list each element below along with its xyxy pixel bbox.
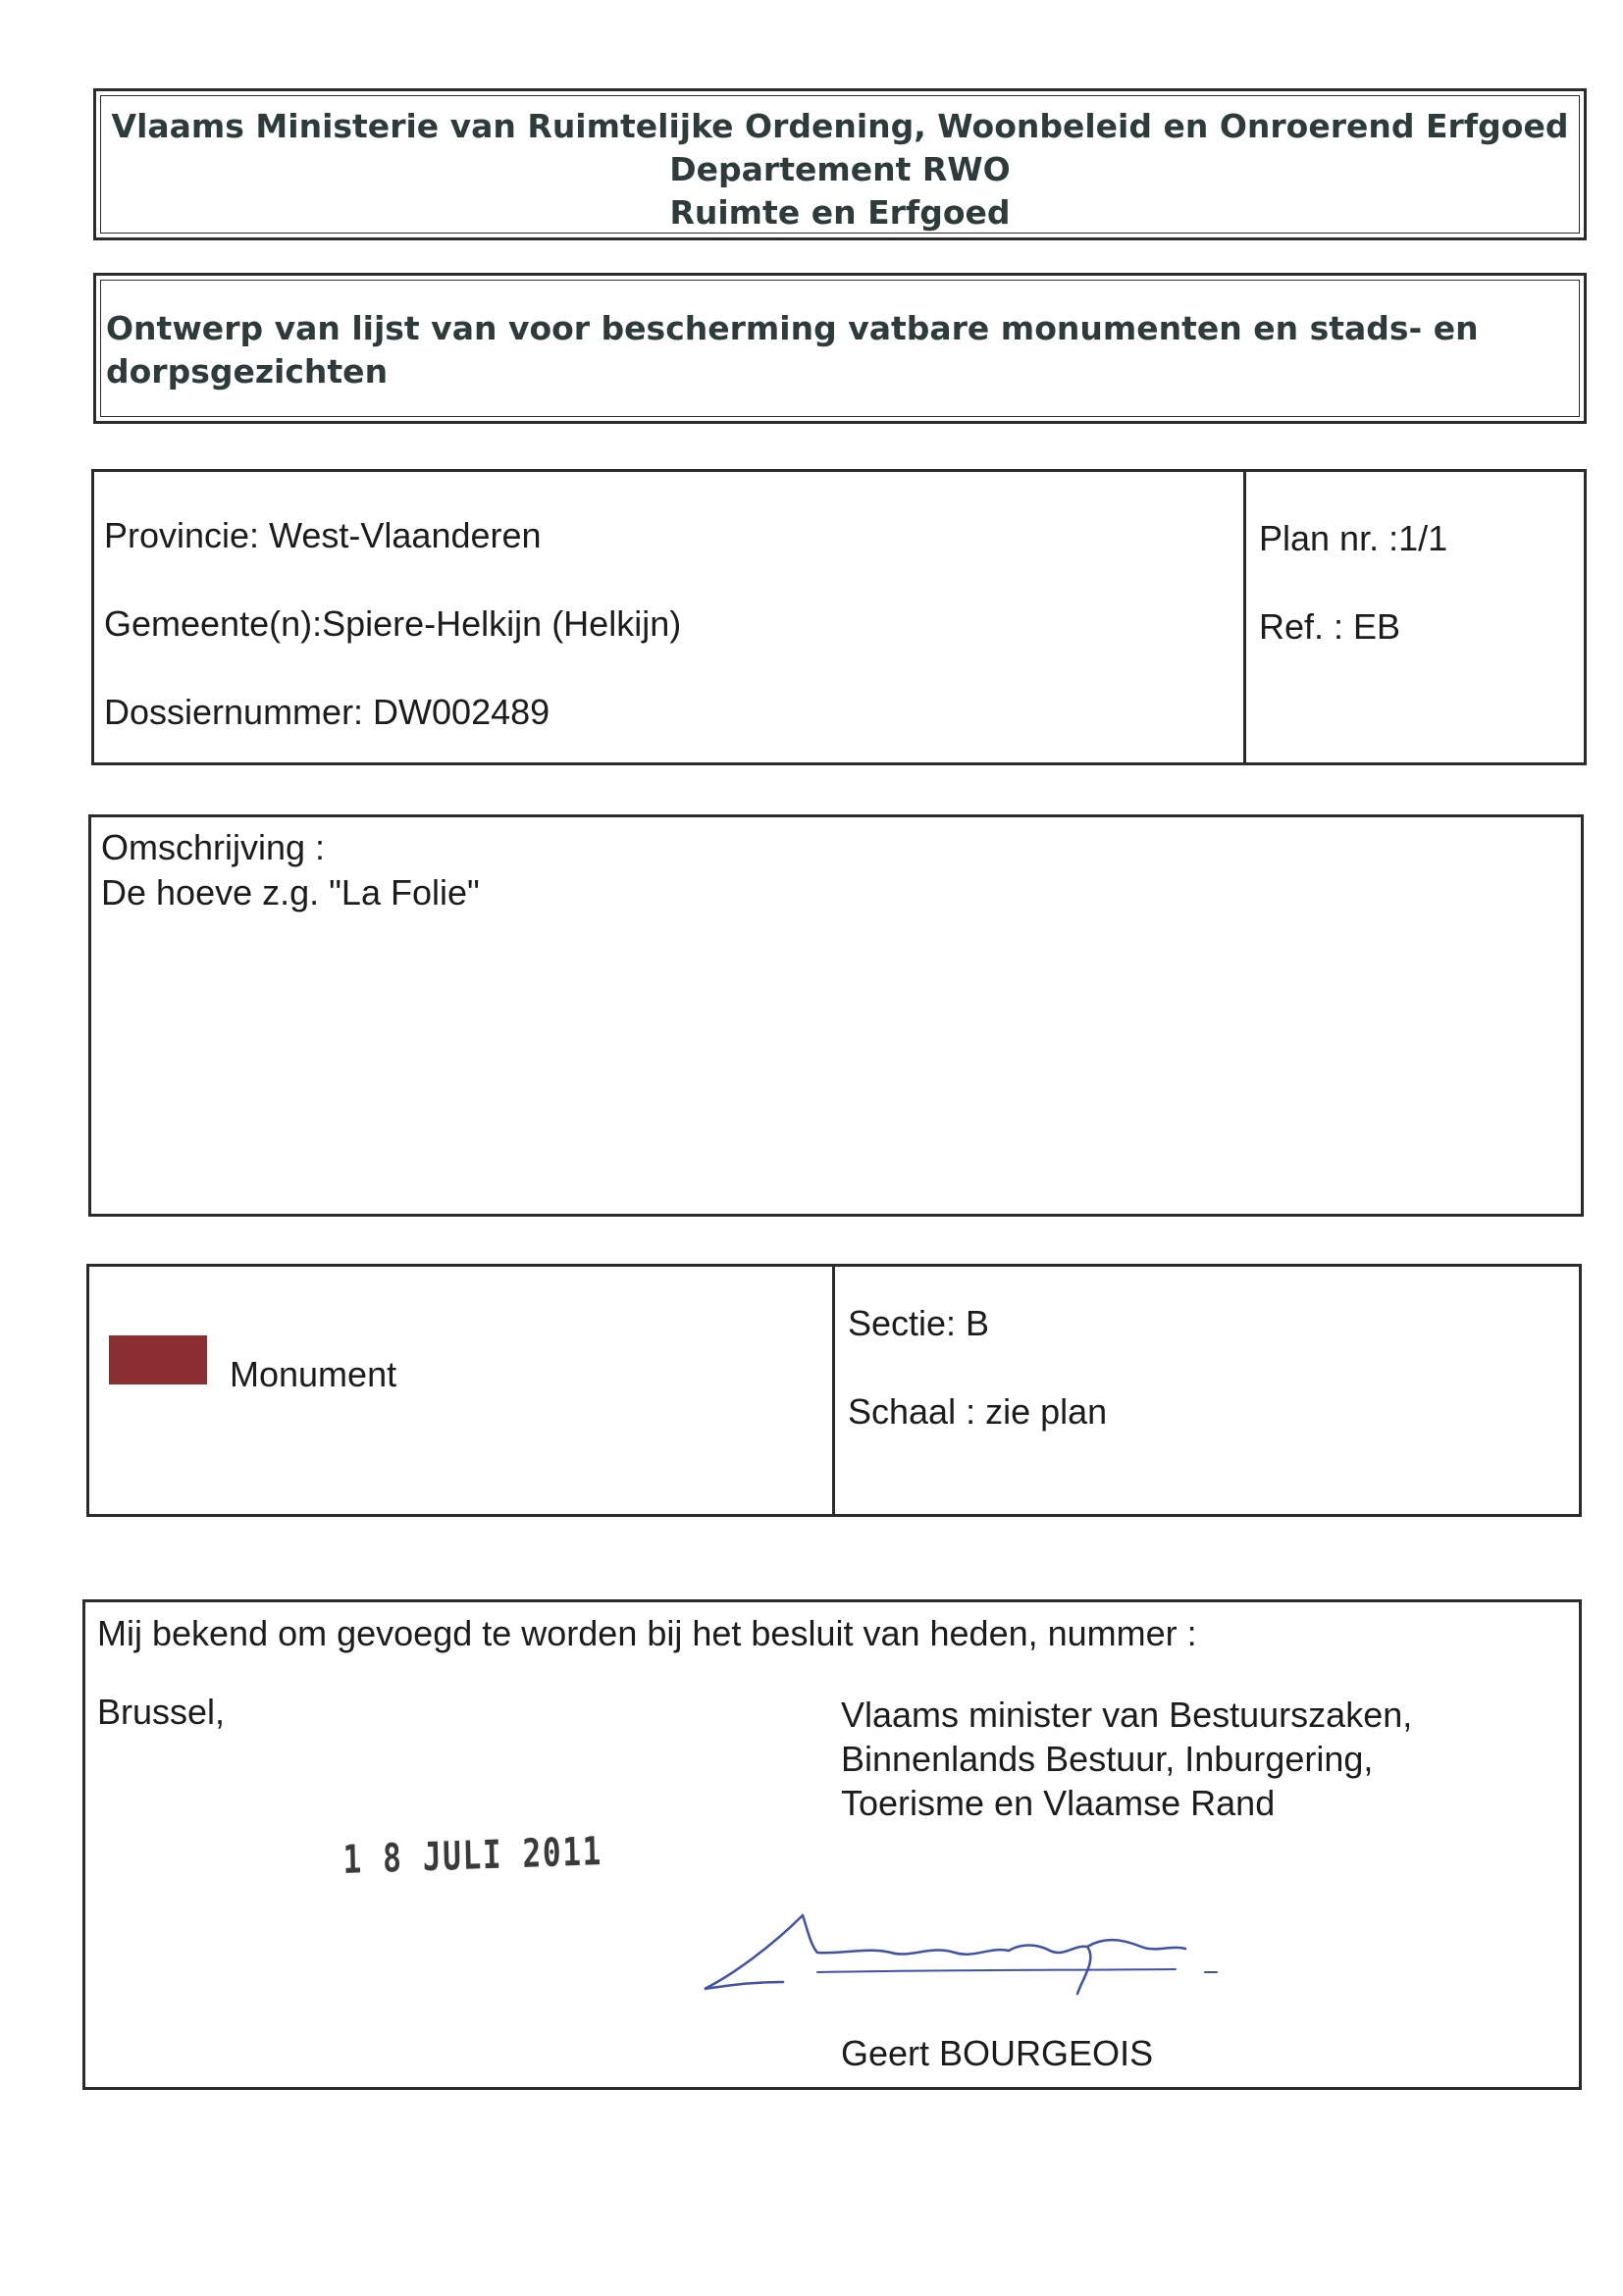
approval-statement: Mij bekend om gevoegd te worden bij het besluit van heden, nummer : [97, 1613, 1197, 1653]
location-details [94, 472, 1246, 762]
minister-title-line-1: Vlaams minister van Bestuurszaken, [841, 1695, 1413, 1735]
document-title-box [93, 273, 1587, 424]
monument-legend-label: Monument [230, 1354, 397, 1394]
plan-details [1249, 472, 1584, 762]
legend-key [89, 1267, 835, 1514]
date-stamp: 1 8 JULI 2011 [342, 1829, 603, 1883]
division-name: Ruimte en Erfgoed [669, 193, 1011, 232]
dossier-number-field: Dossiernummer: DW002489 [104, 692, 550, 732]
plan-number-field: Plan nr. :1/1 [1259, 518, 1448, 558]
document-title: Ontwerp van lijst van voor bescherming vatbare monumenten en stads- en dorpsgezichten [106, 309, 1479, 391]
signer-name: Geert BOURGEOIS [841, 2033, 1154, 2073]
minister-title-line-2: Binnenlands Bestuur, Inburgering, [841, 1739, 1374, 1779]
place-of-signing: Brussel, [97, 1692, 226, 1732]
ministry-header [93, 88, 1587, 240]
legend-box [86, 1264, 1582, 1517]
handwritten-signature [695, 1876, 1342, 2004]
section-field: Sectie: B [848, 1303, 990, 1343]
section-scale-details [838, 1267, 1579, 1514]
signature-box [82, 1599, 1582, 2090]
municipality-field: Gemeente(n):Spiere-Helkijn (Helkijn) [104, 603, 682, 644]
minister-title-line-3: Toerisme en Vlaamse Rand [841, 1783, 1276, 1823]
reference-field: Ref. : EB [1259, 606, 1401, 647]
description-label: Omschrijving : [101, 827, 326, 867]
department-name: Departement RWO [669, 150, 1011, 188]
province-field: Provincie: West-Vlaanderen [104, 515, 542, 555]
description-box [88, 814, 1584, 1217]
monument-color-swatch [109, 1335, 207, 1384]
location-info-box [91, 469, 1587, 765]
ministry-name: Vlaams Ministerie van Ruimtelijke Ordening, Woonbeleid en Onroerend Erfgoed [111, 107, 1569, 145]
minister-title [841, 1693, 1412, 1825]
description-text: De hoeve z.g. "La Folie" [101, 872, 480, 913]
scale-field: Schaal : zie plan [848, 1391, 1108, 1432]
